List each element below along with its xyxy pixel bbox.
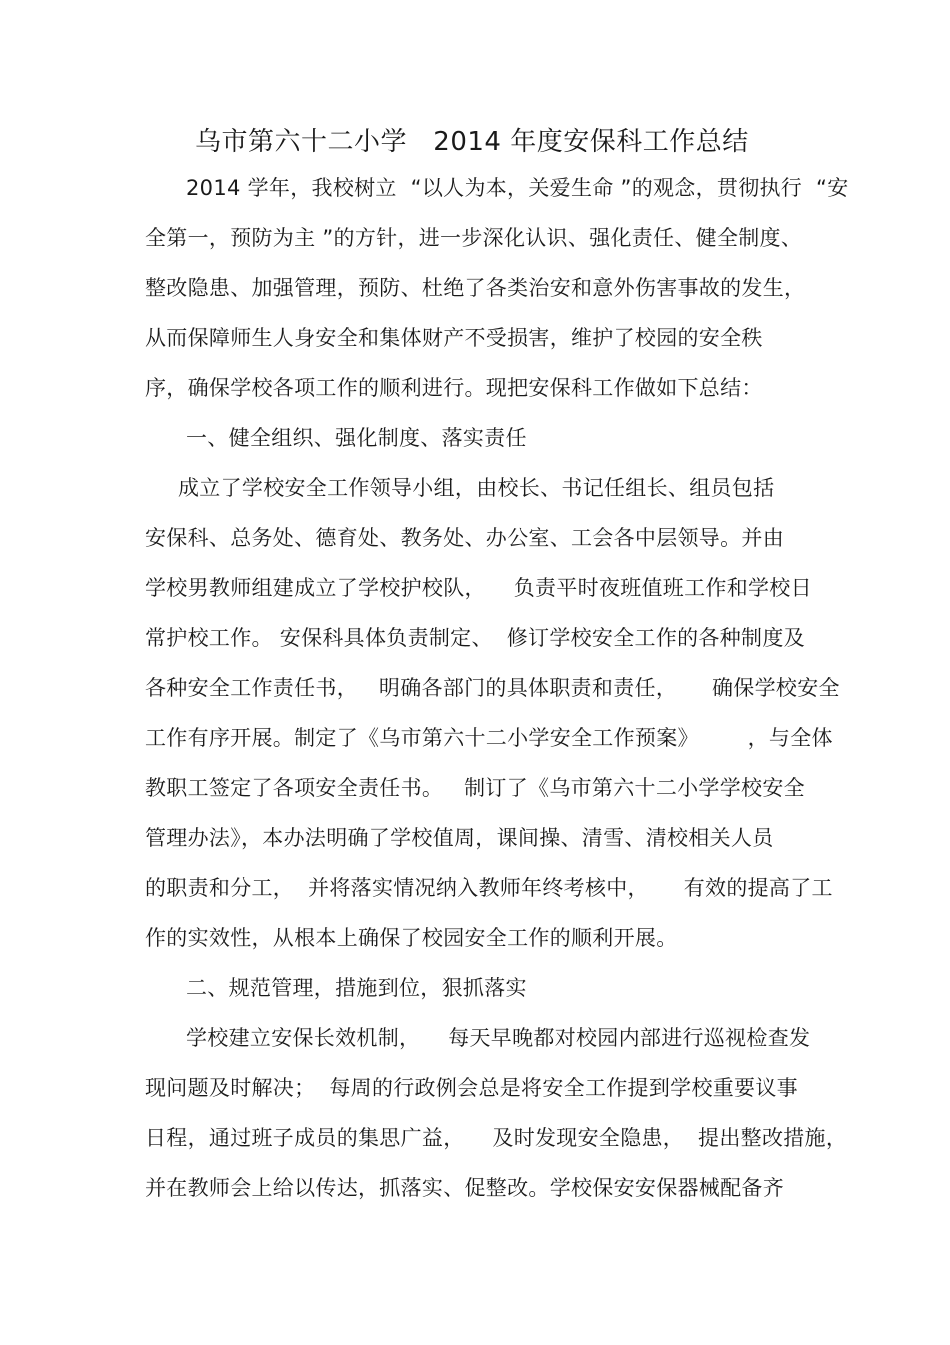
paragraph-line: 2014 学年，我校树立 “以人为本，关爱生命 ”的观念，贯彻执行 “安: [186, 176, 849, 200]
paragraph-line: 整改隐患、加强管理，预防、杜绝了各类治安和意外伤害事故的发生，: [145, 276, 806, 300]
paragraph-line: 学校建立安保长效机制， 每天早晚都对校园内部进行巡视检查发: [186, 1026, 811, 1050]
paragraph-line: 安保科、总务处、德育处、教务处、办公室、工会各中层领导。并由: [145, 526, 784, 550]
paragraph-line: 学校男教师组建成立了学校护校队， 负责平时夜班值班工作和学校日: [145, 576, 812, 600]
paragraph-line: 教职工签定了各项安全责任书。 制订了《乌市第六十二小学学校安全: [145, 776, 805, 800]
paragraph-line: 的职责和分工， 并将落实情况纳入教师年终考核中， 有效的提高了工: [145, 876, 833, 900]
paragraph-line: 管理办法》，本办法明确了学校值周，课间操、清雪、清校相关人员: [145, 826, 774, 850]
document-title: 乌市第六十二小学 2014 年度安保科工作总结: [195, 127, 749, 157]
paragraph-line: 作的实效性，从根本上确保了校园安全工作的顺利开展。: [145, 926, 678, 950]
paragraph-line: 序，确保学校各项工作的顺利进行。现把安保科工作做如下总结：: [145, 376, 763, 400]
paragraph-line: 成立了学校安全工作领导小组，由校长、书记任组长、组员包括: [178, 476, 775, 500]
paragraph-line: 工作有序开展。制定了《乌市第六十二小学安全工作预案》 ，与全体: [145, 726, 833, 750]
paragraph-line: 各种安全工作责任书， 明确各部门的具体职责和责任， 确保学校安全: [145, 676, 840, 700]
paragraph-line: 并在教师会上给以传达，抓落实、促整改。学校保安安保器械配备齐: [145, 1176, 784, 1200]
section-heading-1: 一、健全组织、强化制度、落实责任: [186, 426, 527, 450]
section-heading-2: 二、规范管理，措施到位，狠抓落实: [186, 976, 527, 1000]
paragraph-line: 全第一，预防为主 ”的方针，进一步深化认识、强化责任、健全制度、: [145, 226, 803, 250]
paragraph-line: 现问题及时解决； 每周的行政例会总是将安全工作提到学校重要议事: [145, 1076, 798, 1100]
paragraph-line: 从而保障师生人身安全和集体财产不受损害，维护了校园的安全秩: [145, 326, 763, 350]
paragraph-line: 日程，通过班子成员的集思广益， 及时发现安全隐患， 提出整改措施，: [145, 1126, 848, 1150]
paragraph-line: 常护校工作。 安保科具体负责制定、 修订学校安全工作的各种制度及: [145, 626, 805, 650]
